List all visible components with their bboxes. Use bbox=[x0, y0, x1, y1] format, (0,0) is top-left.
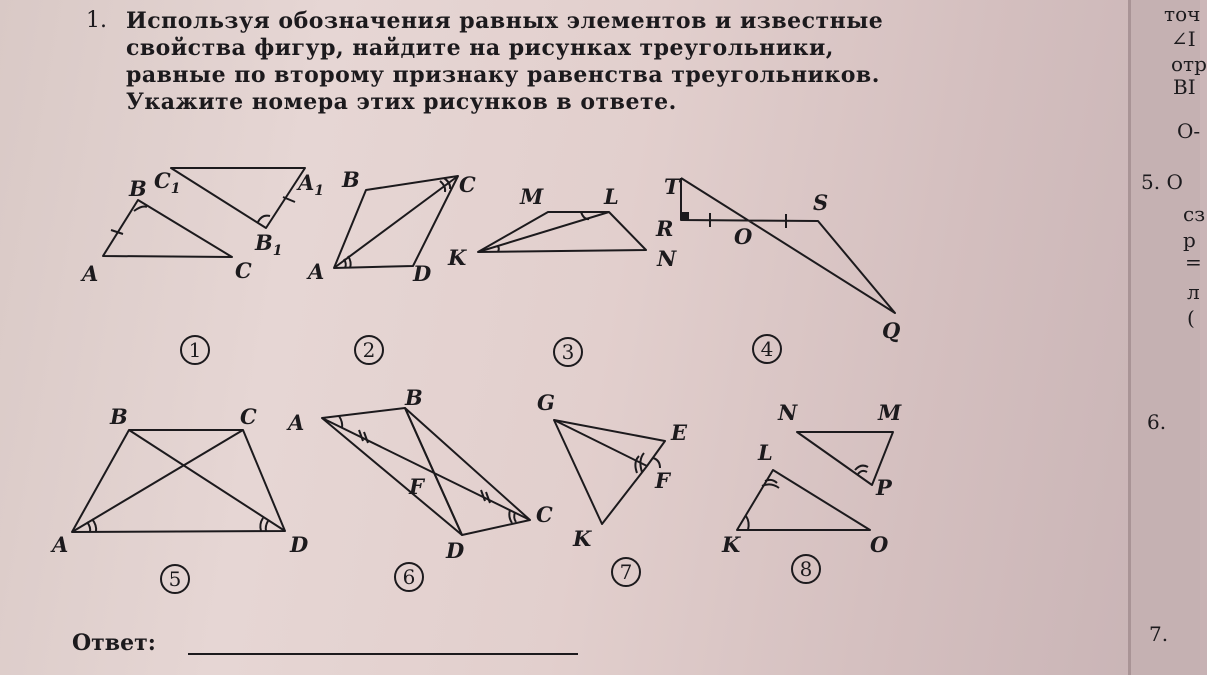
fig6-triangle-fdc bbox=[405, 408, 530, 535]
fig2-label-a: A bbox=[308, 259, 325, 284]
figure-5-number: 5 bbox=[168, 567, 182, 591]
fig2-label-c: C bbox=[459, 172, 476, 197]
right-fragment-13: 7. bbox=[1149, 622, 1169, 646]
figure-5 bbox=[72, 430, 285, 532]
fig8-triangle-lko bbox=[737, 470, 870, 530]
fig8-label-p: P bbox=[876, 475, 892, 500]
fig1-angle-b1 bbox=[258, 216, 270, 222]
fig1-angle-b bbox=[134, 207, 147, 212]
fig5-angle-a-2 bbox=[87, 522, 90, 532]
right-fragment-11: ( bbox=[1187, 306, 1195, 330]
right-fragment-1: точ bbox=[1164, 2, 1201, 26]
fig2-angle-a-1 bbox=[348, 256, 351, 268]
task-line-4: Укажите номера этих рисунков в ответе. bbox=[126, 89, 677, 115]
fig6-tick-af-2 bbox=[364, 432, 368, 443]
figure-4 bbox=[681, 178, 895, 313]
fig8-angle-p-1 bbox=[858, 471, 867, 474]
fig7-label-e: E bbox=[671, 420, 688, 445]
fig8-label-k: K bbox=[722, 532, 741, 557]
right-fragment-10: л bbox=[1187, 280, 1200, 304]
fig5-angle-d-1 bbox=[260, 518, 263, 531]
figure-7-number: 7 bbox=[619, 560, 633, 584]
fig1-label-b: B bbox=[129, 176, 147, 201]
fig7-quadrilateral bbox=[554, 420, 665, 524]
fig5-label-d: D bbox=[290, 532, 309, 557]
fig6-label-d: D bbox=[446, 538, 465, 563]
fig6-label-b: B bbox=[405, 385, 423, 410]
right-fragment-2: ∠I bbox=[1171, 27, 1196, 51]
fig4-label-s: S bbox=[813, 190, 829, 215]
right-fragment-4: ВI bbox=[1173, 75, 1196, 99]
figure-4-number: 4 bbox=[760, 337, 774, 361]
fig3-label-l: L bbox=[604, 184, 619, 209]
fig5-label-a: A bbox=[52, 532, 69, 557]
fig3-label-k: K bbox=[448, 245, 467, 270]
fig4-label-o: O bbox=[734, 224, 753, 249]
figure-7 bbox=[554, 420, 665, 524]
fig5-diagonal-ac bbox=[72, 430, 243, 532]
fig4-label-t: T bbox=[664, 174, 680, 199]
fig2-label-b: B bbox=[342, 167, 360, 192]
figure-1-number: 1 bbox=[188, 338, 202, 362]
right-fragment-5: О- bbox=[1177, 119, 1201, 143]
right-fragment-9: = bbox=[1185, 250, 1202, 274]
fig3-trapezoid bbox=[478, 212, 646, 252]
figure-3 bbox=[478, 212, 646, 252]
fig8-angle-p-2 bbox=[855, 466, 868, 470]
fig4-right-angle-r bbox=[681, 212, 689, 220]
fig5-label-b: B bbox=[110, 404, 128, 429]
fig8-angle-k bbox=[746, 516, 749, 530]
fig7-angle-f-1 bbox=[635, 456, 639, 473]
fig7-diagonal-gf bbox=[554, 420, 647, 466]
task-line-3: равные по второму признаку равенства треугольников. bbox=[126, 62, 880, 88]
fig5-label-c: C bbox=[240, 404, 257, 429]
fig4-label-r: R bbox=[656, 216, 674, 241]
fig5-diagonal-bd bbox=[129, 430, 285, 531]
fig1-label-b1: $B_1$ bbox=[255, 230, 283, 259]
fig6-label-f: F bbox=[409, 474, 424, 499]
fig5-angle-d-2 bbox=[266, 521, 268, 531]
fig7-label-k: K bbox=[573, 526, 592, 551]
fig8-label-l: L bbox=[758, 440, 773, 465]
fig5-angle-a-1 bbox=[92, 519, 96, 532]
right-fragment-8: р bbox=[1183, 228, 1196, 252]
answer-line[interactable] bbox=[188, 653, 578, 655]
fig2-label-d: D bbox=[413, 261, 432, 286]
figure-2-number: 2 bbox=[362, 338, 376, 362]
fig4-triangles bbox=[681, 178, 895, 313]
fig8-angle-l-2 bbox=[762, 484, 779, 488]
right-fragment-7: сз bbox=[1183, 202, 1206, 226]
fig1-label-c: C bbox=[235, 258, 252, 283]
fig4-label-q: Q bbox=[882, 318, 901, 343]
task-number: 1. bbox=[86, 8, 107, 33]
fig3-label-n: N bbox=[657, 246, 677, 271]
fig2-angle-a-2 bbox=[344, 259, 346, 268]
fig1-label-a1: $A_1$ bbox=[298, 170, 325, 199]
figure-3-number: 3 bbox=[561, 340, 575, 364]
right-fragment-3: отр bbox=[1171, 52, 1207, 76]
fig7-label-g: G bbox=[537, 390, 555, 415]
fig3-label-m: M bbox=[520, 184, 544, 209]
figure-8-number: 8 bbox=[799, 557, 813, 581]
fig8-label-n: N bbox=[778, 400, 798, 425]
fig5-trapezoid bbox=[72, 430, 285, 532]
fig6-label-a: A bbox=[288, 410, 305, 435]
figure-6 bbox=[322, 408, 530, 535]
fig7-label-f: F bbox=[655, 468, 670, 493]
fig1-label-c1: $C_1$ bbox=[154, 168, 181, 197]
fig6-tick-fc-2 bbox=[486, 492, 490, 503]
fig6-label-c: C bbox=[536, 502, 553, 527]
task-line-1: Используя обозначения равных элементов и известные bbox=[126, 8, 884, 34]
fig8-label-o: O bbox=[870, 532, 889, 557]
right-page-fragment bbox=[1131, 0, 1207, 675]
fig1-label-a: A bbox=[82, 261, 99, 286]
fig7-angle-f-3 bbox=[653, 458, 660, 468]
figure-6-number: 6 bbox=[402, 565, 416, 589]
right-fragment-6: 5. О bbox=[1141, 170, 1183, 194]
task-line-2: свойства фигур, найдите на рисунках треугольники, bbox=[126, 35, 834, 61]
fig1-triangle-abc bbox=[103, 200, 232, 257]
fig8-label-m: M bbox=[878, 400, 902, 425]
right-fragment-12: 6. bbox=[1147, 410, 1167, 434]
answer-label: Ответ: bbox=[72, 630, 156, 656]
